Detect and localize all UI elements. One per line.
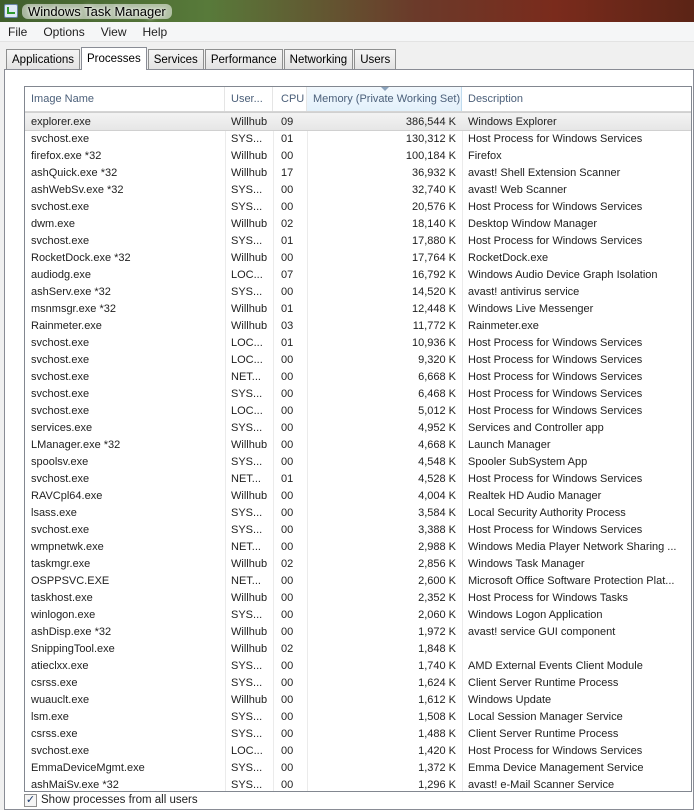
process-name: wmpnetwk.exe	[31, 540, 104, 553]
table-row[interactable]	[25, 623, 692, 640]
process-description: Host Process for Windows Services	[468, 744, 643, 757]
table-row[interactable]	[25, 640, 692, 657]
table-row[interactable]	[25, 419, 692, 436]
process-name: LManager.exe *32	[31, 438, 121, 451]
process-name: RAVCpl64.exe	[31, 489, 103, 502]
tab-processes[interactable]: Processes	[81, 47, 147, 70]
process-memory: 130,312 K	[405, 132, 456, 145]
table-row[interactable]	[25, 334, 692, 351]
process-cpu: 00	[281, 489, 294, 502]
table-row[interactable]	[25, 130, 692, 147]
process-cpu: 00	[281, 659, 294, 672]
process-cpu: 09	[281, 115, 294, 128]
process-user: Willhub	[231, 115, 268, 128]
process-description: Realtek HD Audio Manager	[468, 489, 602, 502]
column-header-memory[interactable]	[307, 87, 462, 111]
process-description: Windows Explorer	[468, 115, 557, 128]
table-row[interactable]	[25, 504, 692, 521]
table-row[interactable]	[25, 368, 692, 385]
process-cpu: 00	[281, 455, 294, 468]
process-memory: 1,740 K	[418, 659, 456, 672]
process-cpu: 00	[281, 251, 294, 264]
table-row[interactable]	[25, 708, 692, 725]
table-row[interactable]	[25, 691, 692, 708]
process-memory: 4,668 K	[418, 438, 456, 451]
process-description: avast! service GUI component	[468, 625, 616, 638]
process-memory: 3,388 K	[418, 523, 456, 536]
process-user: SYS...	[231, 761, 263, 774]
process-cpu: 00	[281, 608, 294, 621]
process-memory: 4,952 K	[418, 421, 456, 434]
process-cpu: 00	[281, 540, 294, 553]
process-cpu: 00	[281, 591, 294, 604]
process-name: explorer.exe	[31, 115, 91, 128]
process-description: RocketDock.exe	[468, 251, 549, 264]
process-user: Willhub	[231, 217, 268, 230]
table-row[interactable]	[25, 147, 692, 164]
process-memory: 17,880 K	[411, 234, 456, 247]
column-header-memory-label: Memory (Private Working Set)	[313, 93, 461, 105]
process-name: svchost.exe	[31, 404, 90, 417]
tab-networking[interactable]: Networking	[284, 49, 354, 69]
process-memory: 11,772 K	[412, 319, 456, 332]
process-memory: 3,584 K	[418, 506, 456, 519]
process-description: Rainmeter.exe	[468, 319, 539, 332]
process-user: SYS...	[231, 234, 263, 247]
process-memory: 6,468 K	[418, 387, 456, 400]
process-cpu: 00	[281, 200, 294, 213]
process-memory: 386,544 K	[405, 115, 456, 128]
process-user: Willhub	[231, 251, 268, 264]
window-title: Windows Task Manager	[22, 4, 172, 19]
process-name: ashQuick.exe *32	[31, 166, 118, 179]
process-description: Spooler SubSystem App	[468, 455, 588, 468]
process-name: csrss.exe	[31, 676, 78, 689]
menu-options[interactable]: Options	[43, 24, 85, 39]
process-name: msnmsgr.exe *32	[31, 302, 116, 315]
table-row[interactable]	[25, 300, 692, 317]
table-row[interactable]	[25, 232, 692, 249]
process-user: LOC...	[231, 404, 263, 417]
process-user: SYS...	[231, 183, 263, 196]
process-user: SYS...	[231, 659, 263, 672]
table-row[interactable]	[25, 759, 692, 776]
process-user: LOC...	[231, 268, 263, 281]
column-header-cpu[interactable]: CPU	[273, 87, 307, 111]
process-user: NET...	[231, 540, 261, 553]
process-memory: 100,184 K	[405, 149, 456, 162]
column-header-user[interactable]: User...	[225, 87, 273, 111]
process-memory: 20,576 K	[411, 200, 456, 213]
process-user: NET...	[231, 370, 261, 383]
process-user: SYS...	[231, 200, 263, 213]
process-user: Willhub	[231, 489, 268, 502]
process-user: SYS...	[231, 523, 263, 536]
process-cpu: 00	[281, 727, 294, 740]
tab-applications[interactable]: Applications	[6, 49, 80, 69]
process-name: svchost.exe	[31, 523, 90, 536]
process-name: Rainmeter.exe	[31, 319, 102, 332]
column-header-row	[25, 87, 692, 112]
process-memory: 1,372 K	[418, 761, 456, 774]
process-cpu: 00	[281, 506, 294, 519]
process-user: SYS...	[231, 710, 263, 723]
menu-view[interactable]: View	[100, 24, 127, 39]
process-description: Local Session Manager Service	[468, 710, 623, 723]
process-user: SYS...	[231, 608, 263, 621]
table-row[interactable]	[25, 198, 692, 215]
process-name: csrss.exe	[31, 727, 78, 740]
process-memory: 1,508 K	[418, 710, 456, 723]
process-cpu: 00	[281, 149, 294, 162]
table-row[interactable]	[25, 572, 692, 589]
process-name: OSPPSVC.EXE	[31, 574, 110, 587]
tab-services[interactable]: Services	[148, 49, 204, 69]
process-user: SYS...	[231, 506, 263, 519]
task-manager-icon	[4, 4, 18, 18]
process-name: SnippingTool.exe	[31, 642, 115, 655]
menu-help[interactable]: Help	[142, 24, 168, 39]
process-name: svchost.exe	[31, 336, 90, 349]
process-cpu: 00	[281, 421, 294, 434]
process-user: SYS...	[231, 387, 263, 400]
process-memory: 2,856 K	[418, 557, 456, 570]
table-row[interactable]	[25, 555, 692, 572]
process-description: avast! Web Scanner	[468, 183, 567, 196]
process-description: Windows Live Messenger	[468, 302, 594, 315]
process-cpu: 00	[281, 778, 294, 791]
process-memory: 2,352 K	[418, 591, 456, 604]
table-row[interactable]	[25, 283, 692, 300]
table-row[interactable]	[25, 538, 692, 555]
process-memory: 36,932 K	[411, 166, 456, 179]
process-name: svchost.exe	[31, 370, 90, 383]
process-memory: 4,528 K	[418, 472, 456, 485]
process-name: svchost.exe	[31, 744, 90, 757]
process-user: NET...	[231, 472, 261, 485]
process-name: firefox.exe *32	[31, 149, 102, 162]
table-row[interactable]	[25, 351, 692, 368]
process-name: spoolsv.exe	[31, 455, 89, 468]
table-row[interactable]	[25, 453, 692, 470]
process-name: svchost.exe	[31, 234, 90, 247]
column-header-description[interactable]: Description	[462, 87, 692, 111]
process-user: Willhub	[231, 302, 268, 315]
process-description: AMD External Events Client Module	[468, 659, 643, 672]
process-cpu: 00	[281, 744, 294, 757]
process-memory: 12,448 K	[411, 302, 456, 315]
process-user: LOC...	[231, 744, 263, 757]
process-cpu: 01	[281, 336, 294, 349]
table-row[interactable]	[25, 181, 692, 198]
process-memory: 5,012 K	[418, 404, 456, 417]
process-description: Host Process for Windows Tasks	[468, 591, 628, 604]
process-description	[462, 640, 692, 657]
table-row[interactable]	[25, 589, 692, 606]
process-name: svchost.exe	[31, 353, 90, 366]
process-memory: 18,140 K	[411, 217, 456, 230]
process-name: svchost.exe	[31, 200, 90, 213]
process-cpu: 01	[281, 132, 294, 145]
process-cpu: 07	[281, 268, 294, 281]
table-row[interactable]	[25, 674, 692, 691]
process-description: Host Process for Windows Services	[468, 387, 643, 400]
process-name: ashDisp.exe *32	[31, 625, 112, 638]
process-description: Emma Device Management Service	[468, 761, 644, 774]
process-memory: 1,296 K	[418, 778, 456, 791]
process-user: Willhub	[231, 591, 268, 604]
process-memory: 4,548 K	[418, 455, 456, 468]
process-memory: 6,668 K	[418, 370, 456, 383]
process-user: Willhub	[231, 693, 268, 706]
table-row[interactable]	[25, 657, 692, 674]
process-cpu: 00	[281, 710, 294, 723]
process-memory: 1,612 K	[418, 693, 456, 706]
process-description: avast! e-Mail Scanner Service	[468, 778, 615, 791]
process-name: ashMaiSv.exe *32	[31, 778, 119, 791]
show-all-processes-label[interactable]: Show processes from all users	[41, 794, 198, 806]
process-user: LOC...	[231, 336, 263, 349]
process-user: SYS...	[231, 421, 263, 434]
process-memory: 1,848 K	[418, 642, 456, 655]
process-name: audiodg.exe	[31, 268, 91, 281]
process-name: winlogon.exe	[31, 608, 96, 621]
process-cpu: 00	[281, 183, 294, 196]
process-name: atieclxx.exe	[31, 659, 89, 672]
process-name: taskmgr.exe	[31, 557, 91, 570]
process-user: Willhub	[231, 166, 268, 179]
table-row[interactable]	[25, 725, 692, 742]
process-description: Client Server Runtime Process	[468, 727, 619, 740]
table-row[interactable]	[25, 521, 692, 538]
table-row[interactable]	[25, 385, 692, 402]
table-row[interactable]	[25, 776, 692, 792]
process-description: Host Process for Windows Services	[468, 370, 643, 383]
process-description: Host Process for Windows Services	[468, 234, 643, 247]
process-user: SYS...	[231, 285, 263, 298]
process-user: Willhub	[231, 557, 268, 570]
process-user: LOC...	[231, 353, 263, 366]
menu-bar	[0, 22, 694, 42]
process-cpu: 02	[281, 642, 294, 655]
process-cpu: 00	[281, 676, 294, 689]
process-memory: 2,988 K	[418, 540, 456, 553]
title-bar[interactable]	[0, 0, 694, 22]
table-row[interactable]	[25, 606, 692, 623]
process-description: avast! antivirus service	[468, 285, 580, 298]
process-user: NET...	[231, 574, 261, 587]
process-description: Windows Logon Application	[468, 608, 603, 621]
process-cpu: 01	[281, 472, 294, 485]
process-memory: 1,972 K	[418, 625, 456, 638]
process-description: avast! Shell Extension Scanner	[468, 166, 621, 179]
process-cpu: 00	[281, 574, 294, 587]
process-user: SYS...	[231, 727, 263, 740]
process-description: Launch Manager	[468, 438, 551, 451]
footer	[24, 792, 198, 808]
process-user: Willhub	[231, 625, 268, 638]
tab-users[interactable]: Users	[354, 49, 396, 69]
table-row[interactable]	[25, 436, 692, 453]
sort-descending-icon	[381, 87, 389, 91]
process-cpu: 00	[281, 285, 294, 298]
process-user: SYS...	[231, 132, 263, 145]
process-cpu: 00	[281, 693, 294, 706]
process-description: Windows Media Player Network Sharing ...	[468, 540, 677, 553]
process-description: Host Process for Windows Services	[468, 336, 643, 349]
tab-performance[interactable]: Performance	[205, 49, 283, 69]
process-memory: 32,740 K	[411, 183, 456, 196]
process-name: ashWebSv.exe *32	[31, 183, 124, 196]
checkmark-icon: ✓	[25, 793, 36, 806]
process-name: EmmaDeviceMgmt.exe	[31, 761, 145, 774]
process-cpu: 00	[281, 438, 294, 451]
process-name: lsm.exe	[31, 710, 69, 723]
process-description: Desktop Window Manager	[468, 217, 598, 230]
table-row[interactable]	[25, 164, 692, 181]
process-user: Willhub	[231, 642, 268, 655]
process-name: svchost.exe	[31, 387, 90, 400]
process-cpu: 00	[281, 761, 294, 774]
processes-panel	[4, 69, 694, 810]
process-cpu: 03	[281, 319, 294, 332]
process-cpu: 01	[281, 234, 294, 247]
process-user: Willhub	[231, 149, 268, 162]
process-description: Host Process for Windows Services	[468, 200, 643, 213]
process-memory: 1,420 K	[418, 744, 456, 757]
table-row[interactable]	[25, 249, 692, 266]
table-row[interactable]	[25, 317, 692, 334]
table-row[interactable]	[25, 487, 692, 504]
show-all-processes-checkbox[interactable]	[24, 794, 37, 807]
process-cpu: 00	[281, 387, 294, 400]
process-memory: 17,764 K	[411, 251, 456, 264]
table-row[interactable]	[25, 266, 692, 283]
process-description: Local Security Authority Process	[468, 506, 626, 519]
process-name: taskhost.exe	[31, 591, 93, 604]
table-row[interactable]	[25, 113, 692, 130]
process-name: svchost.exe	[31, 472, 90, 485]
process-cpu: 02	[281, 217, 294, 230]
process-user: Willhub	[231, 319, 268, 332]
process-name: services.exe	[31, 421, 93, 434]
process-description: Host Process for Windows Services	[468, 132, 643, 145]
process-name: ashServ.exe *32	[31, 285, 111, 298]
process-description: Host Process for Windows Services	[468, 472, 643, 485]
process-user: SYS...	[231, 455, 263, 468]
process-cpu: 00	[281, 523, 294, 536]
process-memory: 2,060 K	[418, 608, 456, 621]
process-description: Host Process for Windows Services	[468, 404, 643, 417]
process-description: Services and Controller app	[468, 421, 604, 434]
process-description: Firefox	[468, 149, 502, 162]
column-header-image-name[interactable]: Image Name	[25, 87, 225, 111]
process-user: SYS...	[231, 676, 263, 689]
table-row[interactable]	[25, 742, 692, 759]
process-description: Windows Update	[468, 693, 552, 706]
process-name: RocketDock.exe *32	[31, 251, 131, 264]
process-memory: 10,936 K	[411, 336, 456, 349]
process-memory: 1,624 K	[418, 676, 456, 689]
tab-strip	[6, 47, 397, 69]
process-cpu: 00	[281, 353, 294, 366]
process-name: svchost.exe	[31, 132, 90, 145]
process-user: SYS...	[231, 778, 263, 791]
table-row[interactable]	[25, 470, 692, 487]
process-description: Client Server Runtime Process	[468, 676, 619, 689]
process-memory: 4,004 K	[418, 489, 456, 502]
process-cpu: 00	[281, 625, 294, 638]
table-row[interactable]	[25, 215, 692, 232]
process-list[interactable]	[24, 86, 692, 792]
process-cpu: 01	[281, 302, 294, 315]
process-cpu: 17	[281, 166, 294, 179]
process-description: Windows Task Manager	[468, 557, 585, 570]
process-cpu: 00	[281, 370, 294, 383]
process-memory: 9,320 K	[418, 353, 456, 366]
process-cpu: 02	[281, 557, 294, 570]
process-name: wuauclt.exe	[31, 693, 90, 706]
table-row[interactable]	[25, 402, 692, 419]
process-memory: 16,792 K	[411, 268, 456, 281]
process-name: dwm.exe	[31, 217, 76, 230]
process-memory: 14,520 K	[411, 285, 456, 298]
process-description: Host Process for Windows Services	[468, 353, 643, 366]
process-description: Microsoft Office Software Protection Plat...	[468, 574, 675, 587]
process-description: Windows Audio Device Graph Isolation	[468, 268, 658, 281]
process-description: Host Process for Windows Services	[468, 523, 643, 536]
process-user: Willhub	[231, 438, 268, 451]
process-memory: 2,600 K	[418, 574, 456, 587]
process-cpu: 00	[281, 404, 294, 417]
process-memory: 1,488 K	[418, 727, 456, 740]
process-name: lsass.exe	[31, 506, 77, 519]
menu-file[interactable]: File	[8, 24, 28, 39]
